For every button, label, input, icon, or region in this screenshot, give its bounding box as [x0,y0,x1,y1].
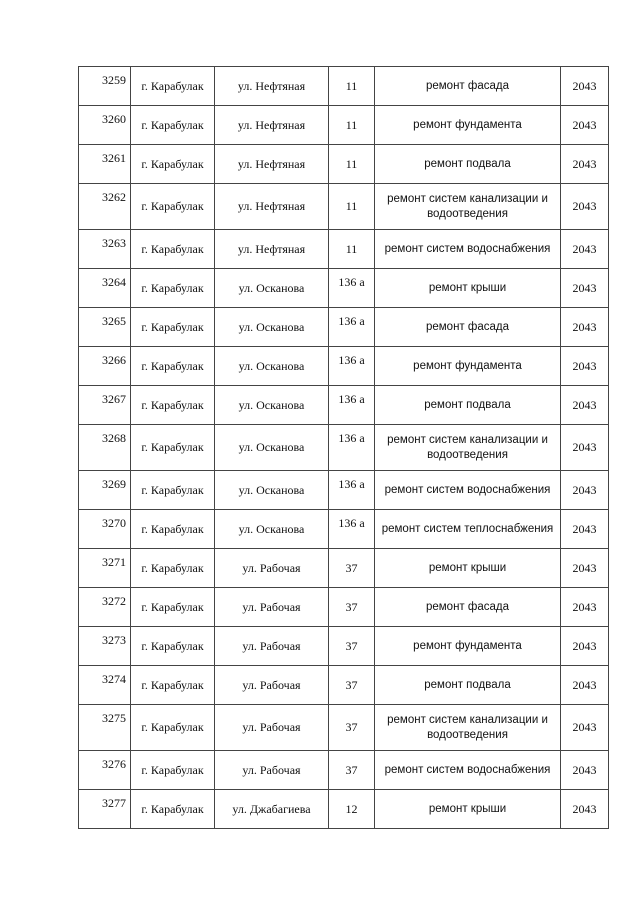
year-cell: 2043 [561,269,609,308]
street-cell: ул. Осканова [215,386,329,425]
row-number-cell: 3275 [79,705,131,751]
work-type-cell: ремонт систем канализации и водоотведения [375,705,561,751]
table-row [79,269,609,308]
city-cell: г. Карабулак [131,106,215,145]
house-number-cell: 136 а [329,425,375,471]
work-type-cell: ремонт фасада [375,588,561,627]
table-row [79,751,609,790]
year-cell: 2043 [561,67,609,106]
house-number-cell: 136 а [329,471,375,510]
street-cell: ул. Осканова [215,510,329,549]
year-cell: 2043 [561,666,609,705]
house-number-cell: 11 [329,106,375,145]
work-type-cell: ремонт фасада [375,67,561,106]
table-row [79,106,609,145]
table-row [79,790,609,829]
year-cell: 2043 [561,106,609,145]
house-number-cell: 11 [329,230,375,269]
street-cell: ул. Осканова [215,347,329,386]
city-cell: г. Карабулак [131,386,215,425]
city-cell: г. Карабулак [131,471,215,510]
table-row [79,666,609,705]
city-cell: г. Карабулак [131,269,215,308]
work-type-cell: ремонт систем водоснабжения [375,471,561,510]
row-number-cell: 3266 [79,347,131,386]
row-number-cell: 3276 [79,751,131,790]
street-cell: ул. Рабочая [215,705,329,751]
street-cell: ул. Джабагиева [215,790,329,829]
year-cell: 2043 [561,510,609,549]
street-cell: ул. Рабочая [215,588,329,627]
house-number-cell: 37 [329,705,375,751]
row-number-cell: 3261 [79,145,131,184]
row-number-cell: 3262 [79,184,131,230]
table-row [79,425,609,471]
street-cell: ул. Нефтяная [215,106,329,145]
table-row [79,471,609,510]
work-type-cell: ремонт систем канализации и водоотведения [375,184,561,230]
work-type-cell: ремонт фасада [375,308,561,347]
house-number-cell: 11 [329,67,375,106]
street-cell: ул. Нефтяная [215,230,329,269]
street-cell: ул. Осканова [215,269,329,308]
street-cell: ул. Рабочая [215,549,329,588]
street-cell: ул. Осканова [215,425,329,471]
work-type-cell: ремонт крыши [375,269,561,308]
house-number-cell: 37 [329,666,375,705]
house-number-cell: 37 [329,751,375,790]
row-number-cell: 3274 [79,666,131,705]
row-number-cell: 3260 [79,106,131,145]
year-cell: 2043 [561,425,609,471]
year-cell: 2043 [561,549,609,588]
city-cell: г. Карабулак [131,510,215,549]
street-cell: ул. Нефтяная [215,184,329,230]
house-number-cell: 12 [329,790,375,829]
table-row [79,230,609,269]
year-cell: 2043 [561,308,609,347]
row-number-cell: 3267 [79,386,131,425]
row-number-cell: 3268 [79,425,131,471]
row-number-cell: 3272 [79,588,131,627]
house-number-cell: 37 [329,549,375,588]
house-number-cell: 11 [329,184,375,230]
house-number-cell: 136 а [329,269,375,308]
city-cell: г. Карабулак [131,666,215,705]
work-type-cell: ремонт систем водоснабжения [375,230,561,269]
work-type-cell: ремонт систем теплоснабжения [375,510,561,549]
work-type-cell: ремонт подвала [375,666,561,705]
house-number-cell: 136 а [329,386,375,425]
year-cell: 2043 [561,471,609,510]
house-number-cell: 11 [329,145,375,184]
city-cell: г. Карабулак [131,347,215,386]
city-cell: г. Карабулак [131,184,215,230]
city-cell: г. Карабулак [131,145,215,184]
house-number-cell: 136 а [329,510,375,549]
table-row [79,705,609,751]
row-number-cell: 3259 [79,67,131,106]
year-cell: 2043 [561,184,609,230]
work-type-cell: ремонт подвала [375,386,561,425]
year-cell: 2043 [561,230,609,269]
city-cell: г. Карабулак [131,425,215,471]
table-row [79,67,609,106]
row-number-cell: 3263 [79,230,131,269]
work-type-cell: ремонт фундамента [375,347,561,386]
work-type-cell: ремонт подвала [375,145,561,184]
table-row [79,386,609,425]
city-cell: г. Карабулак [131,308,215,347]
work-type-cell: ремонт крыши [375,790,561,829]
year-cell: 2043 [561,347,609,386]
city-cell: г. Карабулак [131,751,215,790]
street-cell: ул. Рабочая [215,627,329,666]
works-table [78,66,609,829]
year-cell: 2043 [561,751,609,790]
row-number-cell: 3273 [79,627,131,666]
row-number-cell: 3264 [79,269,131,308]
table-row [79,184,609,230]
street-cell: ул. Осканова [215,308,329,347]
street-cell: ул. Нефтяная [215,145,329,184]
table-row [79,627,609,666]
table-row [79,549,609,588]
table-row [79,145,609,184]
year-cell: 2043 [561,705,609,751]
city-cell: г. Карабулак [131,549,215,588]
city-cell: г. Карабулак [131,588,215,627]
works-table-body [79,67,609,829]
work-type-cell: ремонт систем водоснабжения [375,751,561,790]
year-cell: 2043 [561,145,609,184]
row-number-cell: 3271 [79,549,131,588]
street-cell: ул. Осканова [215,471,329,510]
year-cell: 2043 [561,790,609,829]
table-row [79,510,609,549]
year-cell: 2043 [561,588,609,627]
table-row [79,308,609,347]
row-number-cell: 3265 [79,308,131,347]
year-cell: 2043 [561,627,609,666]
city-cell: г. Карабулак [131,627,215,666]
year-cell: 2043 [561,386,609,425]
work-type-cell: ремонт крыши [375,549,561,588]
work-type-cell: ремонт фундамента [375,106,561,145]
house-number-cell: 136 а [329,347,375,386]
city-cell: г. Карабулак [131,230,215,269]
city-cell: г. Карабулак [131,790,215,829]
table-row [79,588,609,627]
work-type-cell: ремонт систем канализации и водоотведения [375,425,561,471]
row-number-cell: 3269 [79,471,131,510]
house-number-cell: 136 а [329,308,375,347]
house-number-cell: 37 [329,588,375,627]
work-type-cell: ремонт фундамента [375,627,561,666]
street-cell: ул. Рабочая [215,751,329,790]
table-row [79,347,609,386]
street-cell: ул. Нефтяная [215,67,329,106]
city-cell: г. Карабулак [131,705,215,751]
row-number-cell: 3277 [79,790,131,829]
city-cell: г. Карабулак [131,67,215,106]
house-number-cell: 37 [329,627,375,666]
street-cell: ул. Рабочая [215,666,329,705]
row-number-cell: 3270 [79,510,131,549]
